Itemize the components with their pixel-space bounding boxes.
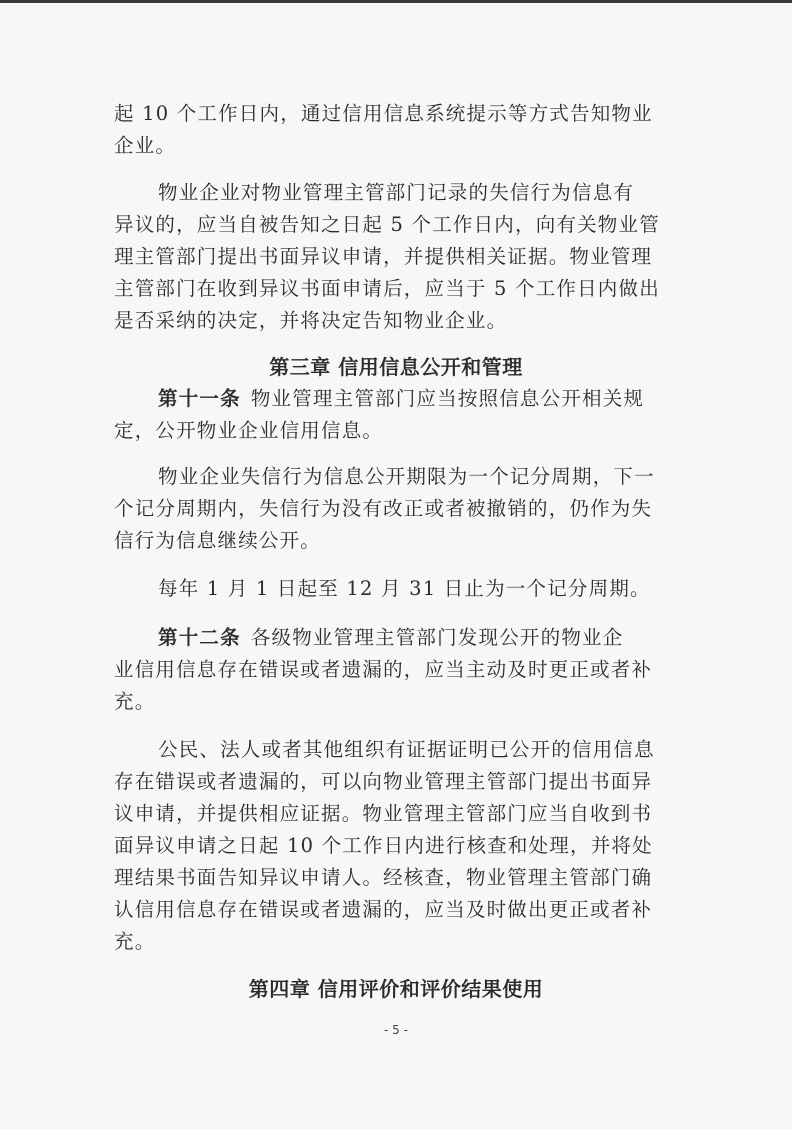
article-11-line-2: 定，公开物业企业信用信息。 [114,419,384,442]
paragraph-2-line-5: 是否采纳的决定，并将决定告知物业企业。 [114,309,508,332]
paragraph-2-line-1: 物业企业对物业管理主管部门记录的失信行为信息有 [158,181,635,204]
paragraph-3-line-1: 物业企业失信行为信息公开期限为一个记分周期，下一 [158,465,655,488]
article-11-label: 第十一条 [158,387,241,410]
paragraph-5-line-7: 充。 [114,930,156,953]
paragraph-2-line-4: 主管部门在收到异议书面申请后，应当于 5 个工作日内做出 [114,277,660,300]
paragraph-2-line-3: 理主管部门提出书面异议申请，并提供相关证据。物业管理 [114,245,653,268]
paragraph-3-line-2: 个记分周期内，失信行为没有改正或者被撤销的，仍作为失 [114,497,653,520]
paragraph-5-line-5: 理结果书面告知异议申请人。经核查，物业管理主管部门确 [114,866,653,889]
paragraph-1-line-1: 起 10 个工作日内，通过信用信息系统提示等方式告知物业 [114,102,653,125]
paragraph-3-line-3: 信行为信息继续公开。 [114,529,322,552]
article-12-text: 各级物业管理主管部门发现公开的物业企 [250,626,624,649]
paragraph-5-line-2: 存在错误或者遗漏的，可以向物业管理主管部门提出书面异 [114,770,653,793]
chapter-3-heading: 第三章 信用信息公开和管理 [269,355,523,379]
paragraph-5-line-4: 面异议申请之日起 10 个工作日内进行核查和处理，并将处 [114,834,653,857]
article-12-label: 第十二条 [158,626,241,649]
paragraph-5-line-6: 认信用信息存在错误或者遗漏的，应当及时做出更正或者补 [114,898,653,921]
paragraph-4-line-1: 每年 1 月 1 日起至 12 月 31 日止为一个记分周期。 [158,577,651,600]
paragraph-2-line-2: 异议的，应当自被告知之日起 5 个工作日内，向有关物业管 [114,213,660,236]
paragraph-5-line-1: 公民、法人或者其他组织有证据证明已公开的信用信息 [158,738,655,761]
article-12-line-1 [158,623,674,653]
paragraph-5-line-3: 议申请，并提供相应证据。物业管理主管部门应当自收到书 [114,802,653,825]
article-12-line-2: 业信用信息存在错误或者遗漏的，应当主动及时更正或者补 [114,658,653,681]
article-11-text: 物业管理主管部门应当按照信息公开相关规 [250,387,645,410]
article-11-line-1 [158,384,674,414]
page-number: - 5 - [384,1023,408,1037]
paragraph-1-line-2: 企业。 [114,134,177,157]
article-12-line-3: 充。 [114,690,156,713]
chapter-4-heading: 第四章 信用评价和评价结果使用 [248,977,544,1001]
